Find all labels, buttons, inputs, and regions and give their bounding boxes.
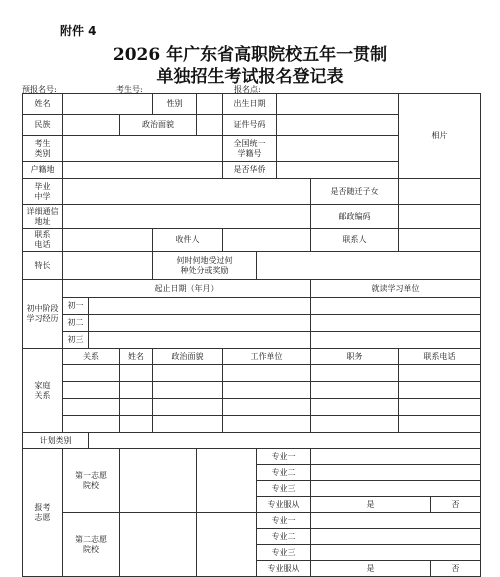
school-field[interactable]: [63, 179, 311, 205]
major-label: 专业三: [257, 545, 311, 561]
gender-field[interactable]: [197, 94, 223, 115]
plan-label: 计划类别: [23, 433, 89, 449]
first-choice-label: 第一志愿 院校: [63, 449, 120, 513]
hukou-field[interactable]: [63, 162, 223, 179]
phone-field[interactable]: [63, 229, 153, 252]
family-label: 家庭 关系: [23, 349, 63, 433]
name-label: 姓名: [23, 94, 63, 115]
contact-field[interactable]: [399, 229, 481, 252]
first-choice-blank: [197, 449, 257, 513]
major-field[interactable]: [311, 529, 481, 545]
phone-label: 联系 电话: [23, 229, 63, 252]
major-field[interactable]: [311, 545, 481, 561]
major-label: 专业二: [257, 465, 311, 481]
history-school-field[interactable]: [311, 315, 481, 332]
history-date-field[interactable]: [89, 298, 311, 315]
obey-yes[interactable]: 是: [311, 561, 431, 577]
second-choice-blank: [197, 513, 257, 577]
obey-no[interactable]: 否: [431, 561, 481, 577]
award-field[interactable]: [257, 252, 481, 280]
form-title-line1: 2026 年广东省高职院校五年一贯制: [112, 45, 388, 65]
history-school-field[interactable]: [311, 332, 481, 349]
obey-label: 专业服从: [257, 497, 311, 513]
plan-field[interactable]: [89, 433, 481, 449]
history-label: 初中阶段 学习经历: [23, 280, 63, 349]
photo-box: 相片: [399, 94, 481, 179]
birth-field[interactable]: [277, 94, 399, 115]
id-number-label: 证件号码: [223, 115, 277, 136]
history-row-label: 初二: [63, 315, 89, 332]
recipient-label: 收件人: [153, 229, 223, 252]
obey-label: 专业服从: [257, 561, 311, 577]
address-field[interactable]: [63, 205, 311, 229]
major-label: 专业三: [257, 481, 311, 497]
history-date-field[interactable]: [89, 332, 311, 349]
history-date-field[interactable]: [89, 315, 311, 332]
family-header-name: 姓名: [120, 349, 153, 365]
postcode-field[interactable]: [399, 205, 481, 229]
history-school-header: 就读学习单位: [311, 280, 481, 298]
recipient-field[interactable]: [223, 229, 311, 252]
form-title-line2: 单独招生考试报名登记表: [156, 67, 344, 87]
registration-form-table: [22, 93, 481, 577]
obey-no[interactable]: 否: [431, 497, 481, 513]
family-row: [23, 365, 481, 382]
specialty-field[interactable]: [63, 252, 153, 280]
second-choice-school-field[interactable]: [120, 513, 197, 577]
migrant-label: 是否随迁子女: [311, 179, 399, 205]
history-date-header: 起止日期（年月）: [63, 280, 311, 298]
family-row: [23, 416, 481, 433]
exam-no-label: 考生号:: [116, 85, 143, 94]
family-header-work: 工作单位: [223, 349, 311, 365]
address-label: 详细通信 地址: [23, 205, 63, 229]
history-school-field[interactable]: [311, 298, 481, 315]
first-choice-school-field[interactable]: [120, 449, 197, 513]
student-no-field[interactable]: [277, 136, 399, 162]
specialty-label: 特长: [23, 252, 63, 280]
ethnicity-field[interactable]: [63, 115, 120, 136]
school-label: 毕业 中学: [23, 179, 63, 205]
overseas-field[interactable]: [277, 162, 399, 179]
reg-no-label: 预报名号:: [22, 85, 57, 94]
major-field[interactable]: [311, 513, 481, 529]
obey-yes[interactable]: 是: [311, 497, 431, 513]
choices-label: 报考 志愿: [23, 449, 63, 577]
second-choice-label: 第二志愿 院校: [63, 513, 120, 577]
award-label: 何时何地受过何 种处分或奖励: [153, 252, 257, 280]
major-label: 专业一: [257, 513, 311, 529]
major-field[interactable]: [311, 481, 481, 497]
site-label: 报名点:: [234, 85, 261, 94]
family-header-phone: 联系电话: [399, 349, 481, 365]
birth-label: 出生日期: [223, 94, 277, 115]
category-label: 考生 类别: [23, 136, 63, 162]
contact-label: 联系人: [311, 229, 399, 252]
major-label: 专业一: [257, 449, 311, 465]
overseas-label: 是否华侨: [223, 162, 277, 179]
political-label: 政治面貌: [120, 115, 197, 136]
political-field[interactable]: [197, 115, 223, 136]
family-row: [23, 399, 481, 416]
family-row: [23, 382, 481, 399]
migrant-field[interactable]: [399, 179, 481, 205]
postcode-label: 邮政编码: [311, 205, 399, 229]
name-field[interactable]: [63, 94, 153, 115]
major-label: 专业二: [257, 529, 311, 545]
history-row-label: 初一: [63, 298, 89, 315]
gender-label: 性别: [153, 94, 197, 115]
ethnicity-label: 民族: [23, 115, 63, 136]
major-field[interactable]: [311, 465, 481, 481]
history-row-label: 初三: [63, 332, 89, 349]
category-field[interactable]: [63, 136, 223, 162]
family-header-position: 职务: [311, 349, 399, 365]
student-no-label: 全国统一 学籍号: [223, 136, 277, 162]
id-number-field[interactable]: [277, 115, 399, 136]
major-field[interactable]: [311, 449, 481, 465]
attachment-label: 附件 4: [60, 24, 97, 38]
family-header-political: 政治面貌: [153, 349, 223, 365]
family-header-relation: 关系: [63, 349, 120, 365]
hukou-label: 户籍地: [23, 162, 63, 179]
